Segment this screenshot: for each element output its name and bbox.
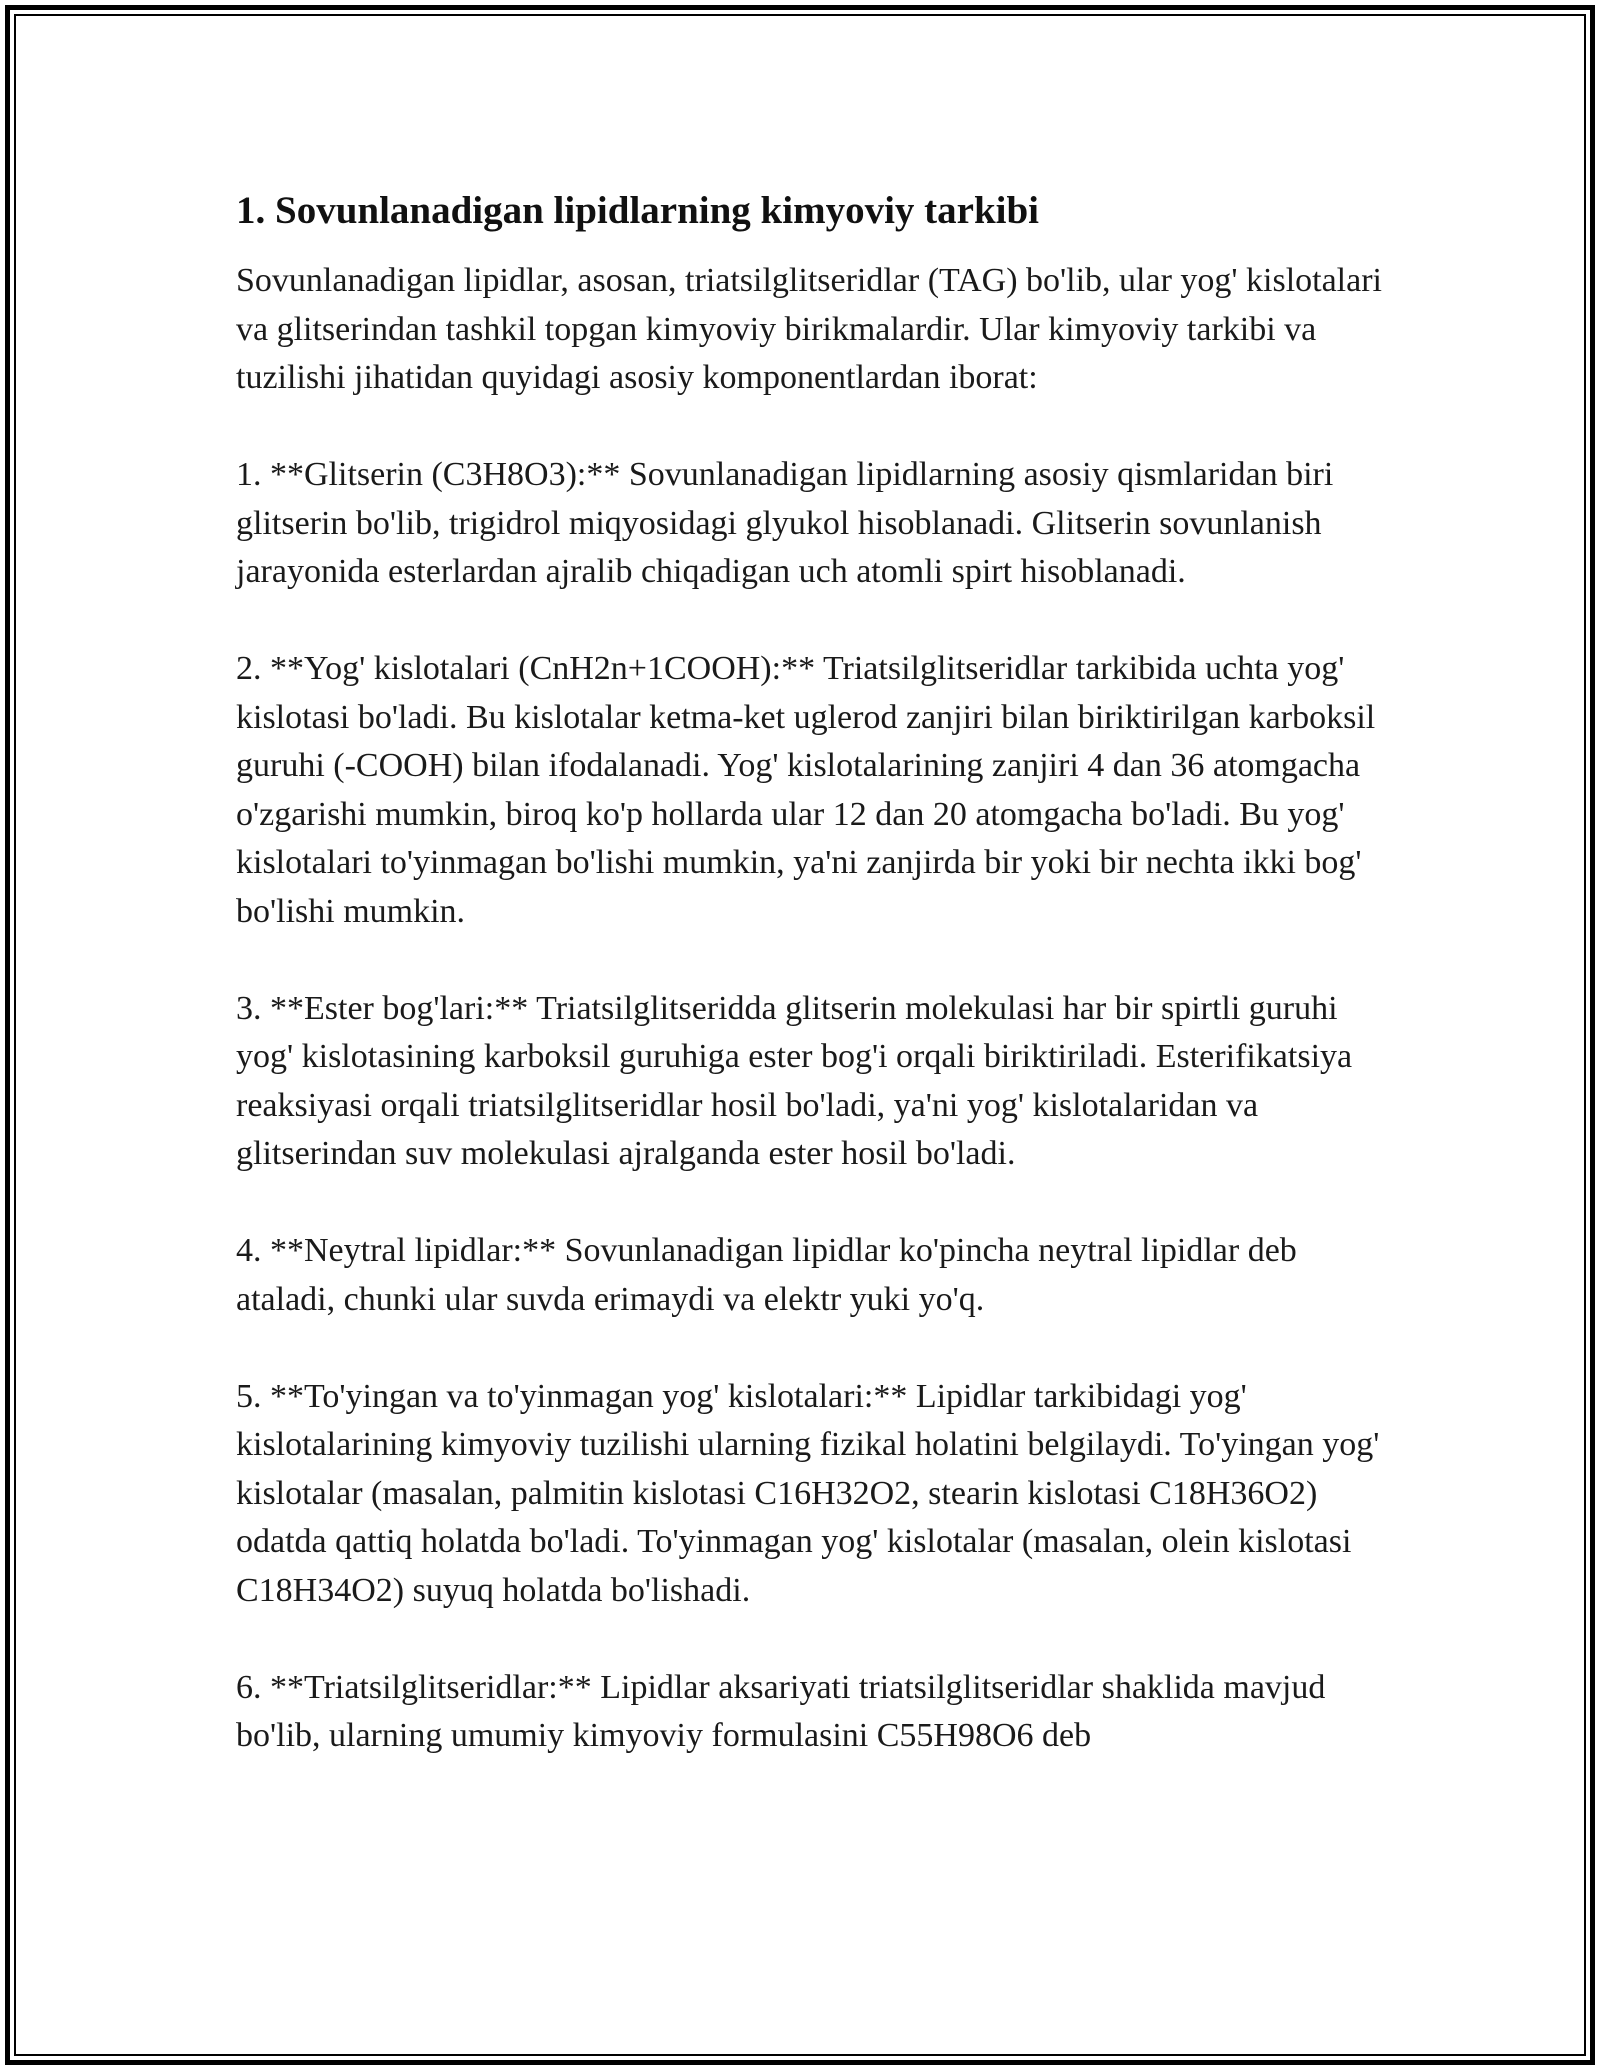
paragraph-ester-boglari: 3. **Ester bog'lari:** Triatsilglitseridda glitserin molekulasi har bir spirtli guruhi yog' kislotasining karboksil guruhiga ester bog'i orqali biriktiriladi. Esterifikatsiya reaksiyasi orqali triatsilglitseridlar hosil bo'ladi, ya'ni yog' kislotalaridan va glitserindan suv molekulasi ajralganda ester hosil bo'ladi. <box>236 989 1353 1172</box>
paragraph-toyingan-toyinmagan: 5. **To'yingan va to'yinmagan yog' kislotalari:** Lipidlar tarkibidagi yog' kislotalarining kimyoviy tuzilishi ularning fizikal holatini belgilaydi. To'yingan yog' kislotalar (masalan, palmitin kislotasi C16H32O2, stearin kislotasi C18H36O2) odatda qattiq holatda bo'ladi. To'yinmagan yog' kislotalar (masalan, olein kislotasi C18H34O2) suyuq holatda bo'lishadi. <box>236 1377 1380 1609</box>
paragraph-yog-kislotalari: 2. **Yog' kislotalari (CnH2n+1COOH):** Triatsilglitseridlar tarkibida uchta yog' kislotasi bo'ladi. Bu kislotalar ketma-ket uglerod zanjiri bilan biriktirilgan karboksil guruhi (-COOH) bilan ifodalanadi. Yog' kislotalarining zanjiri 4 dan 36 atomgacha o'zgarishi mumkin, biroq ko'p hollarda ular 12 dan 20 atomgacha bo'ladi. Bu yog' kislotalari to'yinmagan bo'lishi mumkin, ya'ni zanjirda bir yoki bir nechta ikki bog' bo'lishi mumkin. <box>236 650 1376 930</box>
paragraph-glitserin: 1. **Glitserin (C3H8O3):** Sovunlanadigan lipidlarning asosiy qismlaridan biri glitserin bo'lib, trigidrol miqyosidagi glyukol hisoblanadi. Glitserin sovunlanish jarayonida esterlardan ajralib chiqadigan uch atomli spirt hisoblanadi. <box>236 456 1334 590</box>
intro-paragraph: Sovunlanadigan lipidlar, asosan, triatsilglitseridlar (TAG) bo'lib, ular yog' kislotalari va glitserindan tashkil topgan kimyoviy birikmalardir. Ular kimyoviy tarkibi va tuzilishi jihatidan quyidagi asosiy komponentlardan iborat: <box>236 262 1382 396</box>
document-body <box>236 186 1386 1809</box>
page-title: 1. Sovunlanadigan lipidlarning kimyoviy tarkibi <box>236 189 1040 232</box>
paragraph-triatsilglitseridlar: 6. **Triatsilglitseridlar:** Lipidlar aksariyati triatsilglitseridlar shaklida mavjud bo'lib, ularning umumiy kimyoviy formulasini C55H98O6 deb <box>236 1668 1326 1754</box>
paragraph-neytral-lipidlar: 4. **Neytral lipidlar:** Sovunlanadigan lipidlar ko'pincha neytral lipidlar deb ataladi, chunki ular suvda erimaydi va elektr yuki yo'q. <box>236 1232 1297 1318</box>
